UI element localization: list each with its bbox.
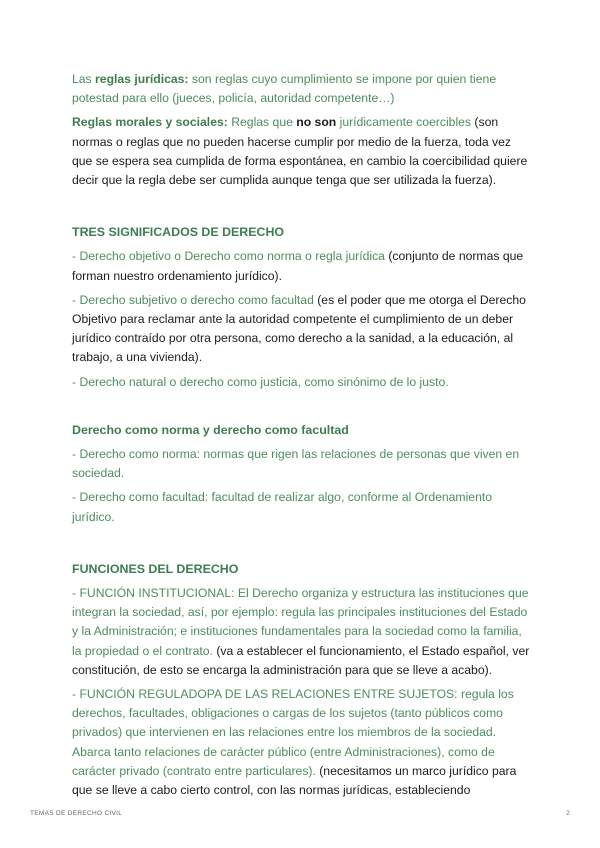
page-footer bbox=[30, 810, 570, 817]
intro-definition: son reglas cuyo cumplimiento se impone por quien tiene potestad para ello (jueces, policía, autoridad competente…) bbox=[72, 72, 497, 106]
derecho-como-norma: - Derecho como norma: normas que rigen las relaciones de personas que viven en sociedad. bbox=[72, 447, 520, 481]
heading-funciones: FUNCIONES DEL DERECHO bbox=[72, 561, 239, 576]
morales-text-1: Reglas que bbox=[227, 115, 297, 130]
term-reglas-morales: Reglas morales y sociales: bbox=[72, 115, 228, 130]
significado-subjetivo-desc: (es el poder que me otorga el Derecho Objetivo para reclamar ante la autoridad competente el cumplimiento de un deber jurídico contraído por otra persona, como derecho a la sanidad, a la educación, al trabajo, a una vivienda). bbox=[72, 292, 526, 365]
derecho-como-facultad: - Derecho como facultad: facultad de realizar algo, conforme al Ordenamiento jurídico. bbox=[72, 490, 493, 524]
morales-text-2: jurídicamente coercibles bbox=[336, 115, 472, 130]
funcion-reguladora bbox=[72, 685, 534, 800]
funcion-institucional-text: - FUNCIÓN INSTITUCIONAL: El Derecho organiza y estructura las instituciones que integran la sociedad, así, por ejemplo: regula las principales instituciones del Estado y la Administración; e instituciones fundamentales para la sociedad como la familia, la propiedad o el contrato. bbox=[72, 586, 529, 658]
term-reglas-juridicas: reglas jurídicas: bbox=[95, 72, 189, 86]
heading-norma-facultad: Derecho como norma y derecho como facultad bbox=[72, 422, 349, 437]
significado-objetivo-desc: (conjunto de normas que forman nuestro ordenamiento jurídico). bbox=[72, 249, 524, 283]
morales-explanation: (son normas o reglas que no pueden hacerse cumplir por medio de la fuerza, toda vez que se espera sea cumplida de forma espontánea, en cambio la coercibilidad quiere decir que la regla debe ser cumplida aunque tenga que ser utilizada la fuerza). bbox=[72, 115, 528, 188]
significado-natural-term: - Derecho natural o derecho como justicia, como sinónimo de lo justo. bbox=[72, 374, 449, 389]
funcion-reguladora-text: - FUNCIÓN REGULADOPA DE LAS RELACIONES ENTRE SUJETOS: regula los derechos, facultades, obligaciones o cargas de los sujetos (tanto públicos como privados) que intervienen en las relaciones entre los miembros de la sociedad. Abarca tanto relaciones de carácter público (entre Administraciones), como de carácter privado (contrato entre particulares). bbox=[72, 687, 514, 778]
significado-subjetivo-term: - Derecho subjetivo o derecho como facultad bbox=[72, 292, 314, 307]
intro-reglas-juridicas bbox=[72, 70, 534, 108]
heading-tres-significados: TRES SIGNIFICADOS DE DERECHO bbox=[72, 225, 285, 240]
significado-objetivo-term: - Derecho objetivo o Derecho como norma o regla jurídica bbox=[72, 249, 385, 264]
funcion-institucional bbox=[72, 584, 534, 680]
page-number: 2 bbox=[566, 810, 570, 817]
intro-reglas-morales bbox=[72, 113, 534, 190]
funcion-reguladora-note: (necesitamos un marco jurídico para que se lleve a cabo cierto control, con las normas jurídicas, estableciendo bbox=[72, 763, 517, 798]
significado-subjetivo bbox=[72, 291, 534, 368]
intro-lead: Las bbox=[72, 72, 96, 86]
document-page bbox=[72, 70, 534, 805]
footer-title: TEMAS DE DERECHO CIVIL bbox=[30, 810, 123, 817]
significado-natural bbox=[72, 373, 534, 392]
significado-objetivo bbox=[72, 247, 534, 285]
funcion-institucional-note: (va a establecer el funcionamiento, el Estado español, ver constitución, de esto se encarga la administración para que se lleve a acabo). bbox=[72, 643, 530, 677]
morales-no-son: no son bbox=[296, 115, 337, 130]
